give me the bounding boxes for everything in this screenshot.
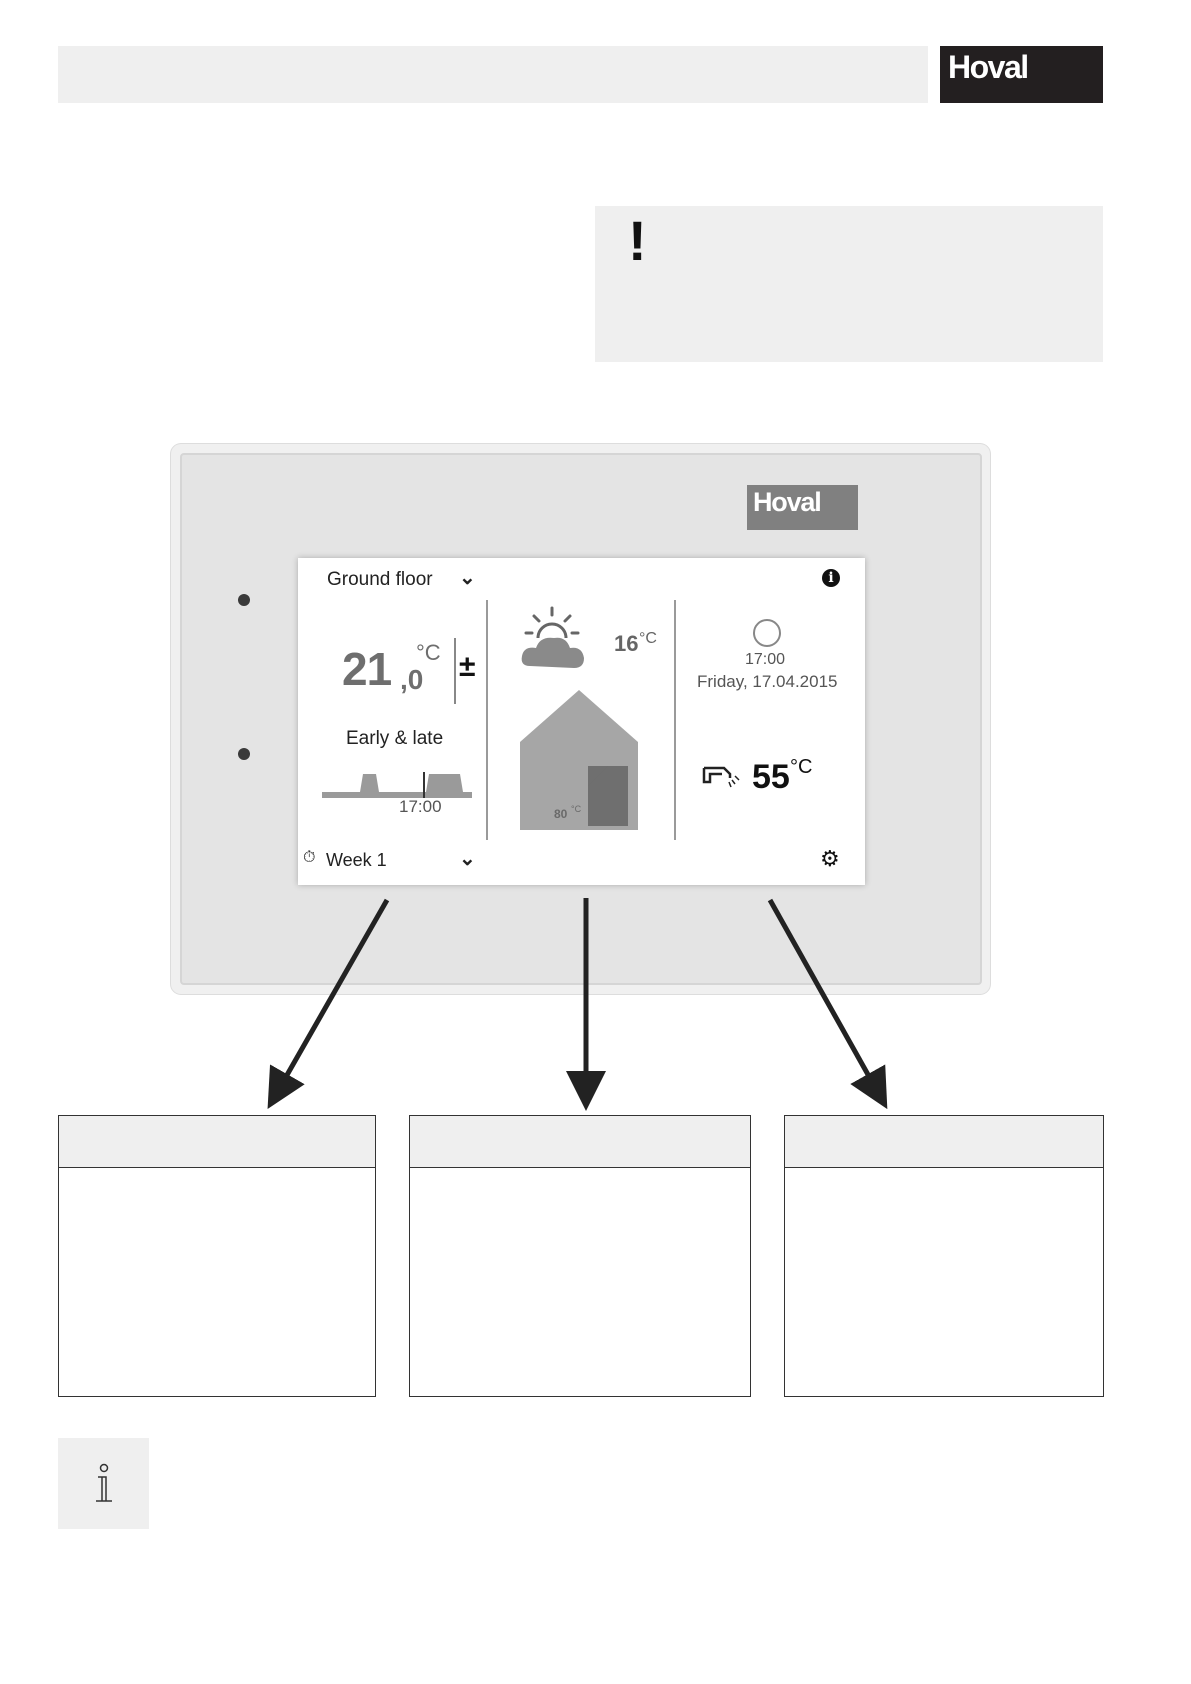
temperature-adjust-button[interactable]: ± (459, 650, 476, 683)
room-temperature-unit: °C (416, 640, 441, 665)
gear-icon[interactable]: ⚙ (820, 846, 840, 871)
buffer-temperature-unit: °C (571, 804, 582, 814)
description-box-right (784, 1115, 1104, 1397)
arrow-right (770, 900, 880, 1096)
info-note-icon (90, 1463, 118, 1507)
description-box-middle (409, 1115, 751, 1397)
description-box-left (58, 1115, 376, 1397)
description-box-header (59, 1116, 375, 1168)
buffer-temperature: 80 (554, 807, 568, 821)
chevron-down-icon[interactable]: ⌄ (459, 848, 476, 870)
description-box-header (410, 1116, 750, 1168)
week-program-label[interactable]: Week 1 (326, 850, 387, 870)
chevron-down-icon[interactable]: ⌄ (459, 567, 476, 589)
clock-date: Friday, 17.04.2015 (697, 672, 838, 691)
brand-logo-text: Hoval (948, 49, 1028, 85)
program-label[interactable]: Early & late (346, 728, 444, 749)
hot-water-temperature-unit: °C (790, 756, 813, 778)
outdoor-temperature[interactable]: 16 (614, 631, 639, 656)
info-icon[interactable]: i (822, 569, 840, 587)
room-temperature[interactable]: 21 (342, 643, 392, 695)
hot-water-temperature[interactable]: 55 (752, 758, 790, 796)
room-temperature-decimal: ,0 (400, 664, 424, 695)
clock-week-icon: ⏱ (303, 849, 316, 866)
description-box-header (785, 1116, 1103, 1168)
device-brand-logo-text: Hoval (753, 487, 821, 517)
outdoor-temperature-unit: °C (639, 630, 657, 647)
clock-time: 17:00 (745, 651, 786, 668)
arrow-left (275, 900, 387, 1096)
schedule-time: 17:00 (399, 797, 442, 816)
zone-selector-label[interactable]: Ground floor (327, 569, 433, 590)
warning-icon: ! (628, 209, 647, 272)
